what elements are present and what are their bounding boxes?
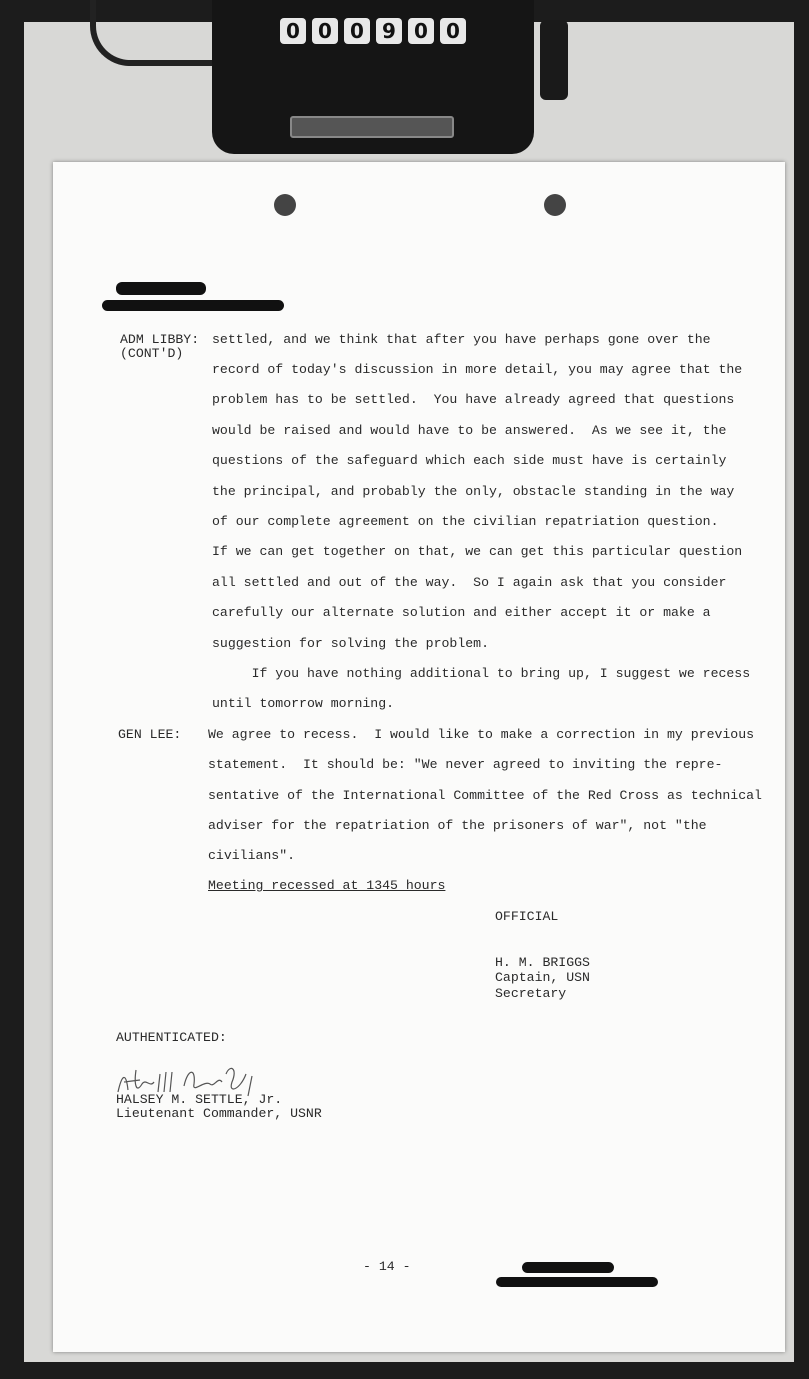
counter-digit: 0 <box>280 18 306 44</box>
speaker-continued: (CONT'D) <box>120 346 184 361</box>
statement-line: suggestion for solving the problem. <box>212 636 489 651</box>
frame-counter-digits <box>280 18 466 44</box>
statement-line: We agree to recess. I would like to make a correction in my previous <box>208 727 755 742</box>
redaction-mark <box>102 300 284 311</box>
redaction-mark <box>496 1277 658 1287</box>
speaker-label: ADM LIBBY: <box>120 332 200 347</box>
punch-hole <box>274 194 296 216</box>
statement-line: sentative of the International Committee of the Red Cross as technical <box>208 788 762 803</box>
statement-line: If you have nothing additional to bring up, I suggest we recess <box>212 666 751 681</box>
counter-digit: 9 <box>376 18 402 44</box>
official-name: H. M. BRIGGS <box>495 955 590 970</box>
counter-plate <box>290 116 454 138</box>
statement-line: of our complete agreement on the civilian repatriation question. <box>212 514 719 529</box>
statement-line: record of today's discussion in more detail, you may agree that the <box>212 362 743 377</box>
counter-digit: 0 <box>440 18 466 44</box>
speaker-label: GEN LEE: <box>118 727 182 742</box>
redaction-mark <box>116 282 206 295</box>
statement-line: settled, and we think that after you have perhaps gone over the <box>212 332 711 347</box>
statement-line: the principal, and probably the only, obstacle standing in the way <box>212 484 735 499</box>
statement-line: If we can get together on that, we can get this particular question <box>212 544 743 559</box>
counter-digit: 0 <box>312 18 338 44</box>
statement-line: all settled and out of the way. So I again ask that you consider <box>212 575 727 590</box>
statement-line: carefully our alternate solution and either accept it or make a <box>212 605 711 620</box>
authenticated-name: HALSEY M. SETTLE, Jr. <box>116 1092 283 1107</box>
statement-line: until tomorrow morning. <box>212 696 395 711</box>
statement-line: questions of the safeguard which each side must have is certainly <box>212 453 727 468</box>
statement-line: statement. It should be: "We never agreed to inviting the repre- <box>208 757 723 772</box>
statement-line: adviser for the repatriation of the prisoners of war", not "the <box>208 818 707 833</box>
counter-digit: 0 <box>408 18 434 44</box>
counter-clip <box>540 20 568 100</box>
statement-line: would be raised and would have to be answered. As we see it, the <box>212 423 727 438</box>
statement-line: civilians". <box>208 848 296 863</box>
page-number: - 14 - <box>363 1259 411 1274</box>
official-rank: Captain, USN <box>495 970 590 985</box>
punch-hole <box>544 194 566 216</box>
statement-line: problem has to be settled. You have already agreed that questions <box>212 392 735 407</box>
official-title: Secretary <box>495 986 567 1001</box>
redaction-mark <box>522 1262 614 1273</box>
authenticated-label: AUTHENTICATED: <box>116 1030 227 1045</box>
official-label: OFFICIAL <box>495 909 559 924</box>
counter-digit: 0 <box>344 18 370 44</box>
authenticated-rank: Lieutenant Commander, USNR <box>116 1106 322 1121</box>
recess-note: Meeting recessed at 1345 hours <box>208 878 446 893</box>
